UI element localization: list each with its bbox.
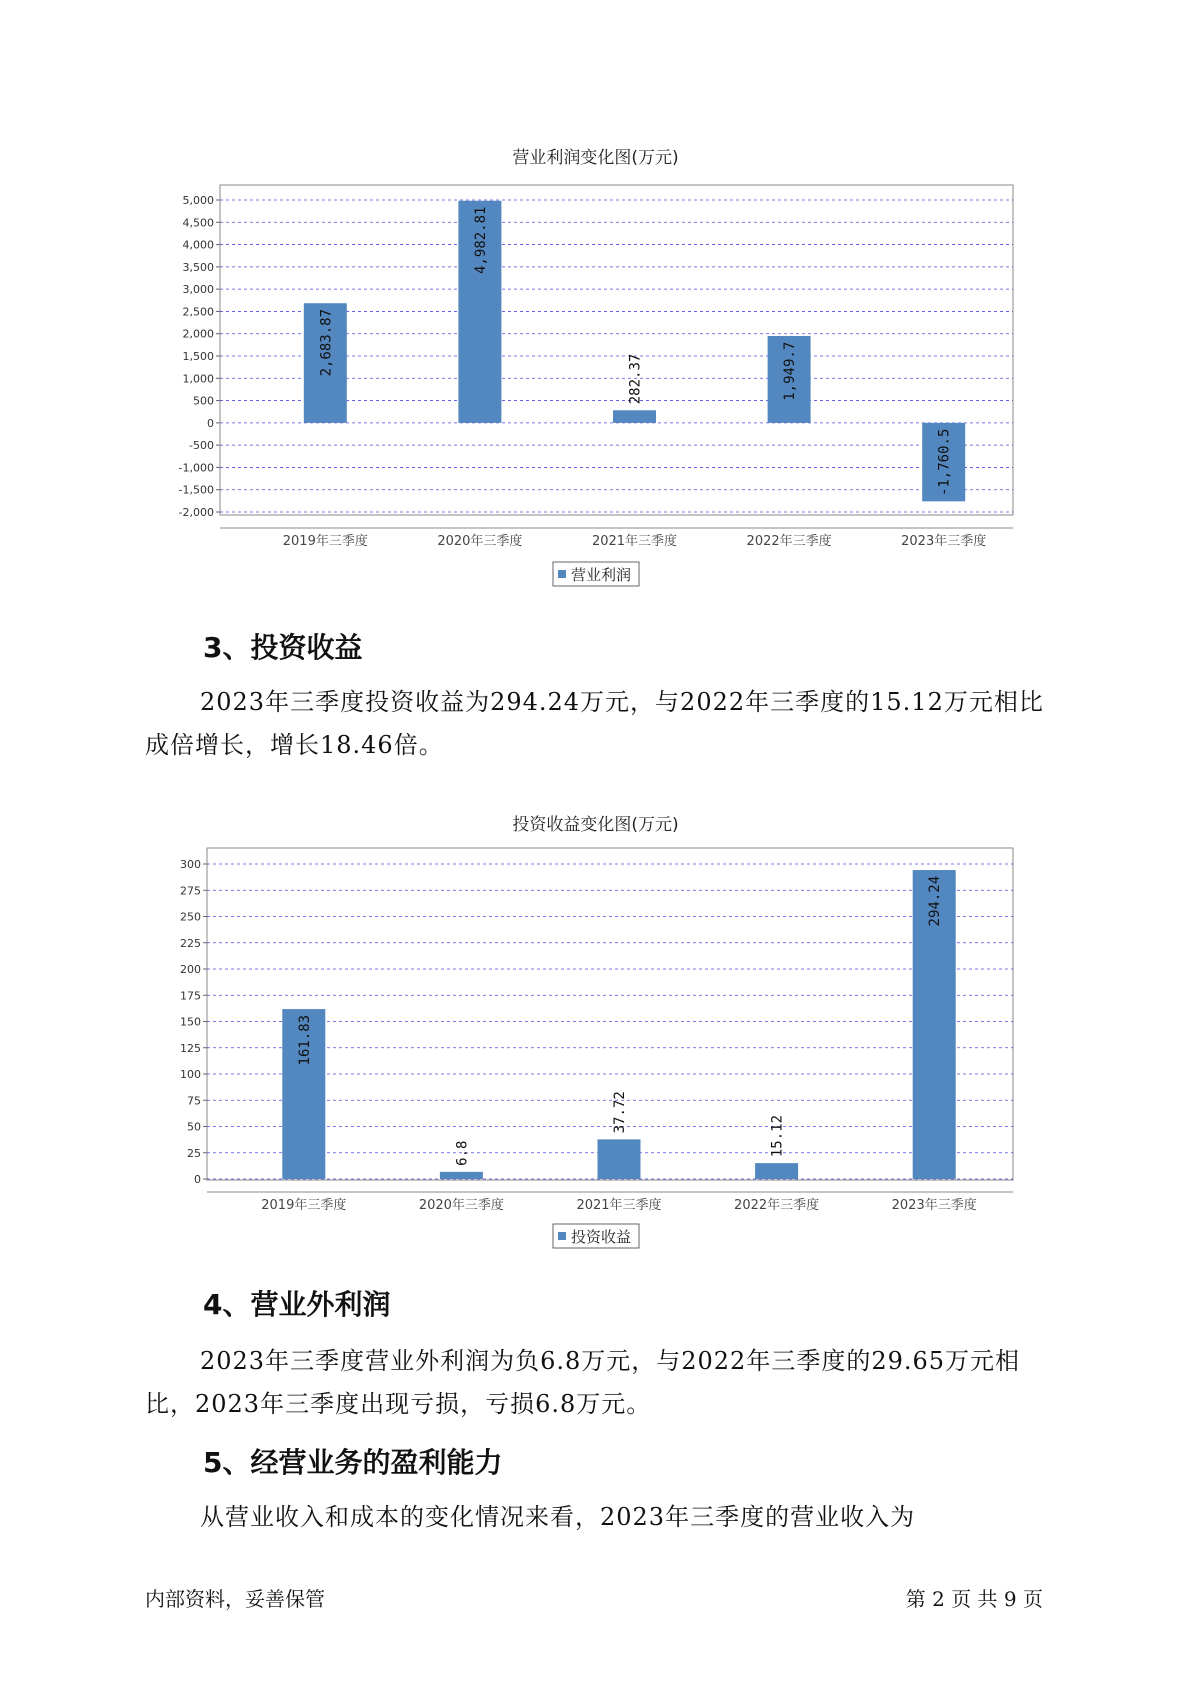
operating-profit-chart xyxy=(0,170,1191,590)
bar xyxy=(440,1172,483,1179)
y-tick-label: -1,500 xyxy=(178,483,214,497)
y-tick-label: 5,000 xyxy=(182,194,214,207)
y-tick-label: 100 xyxy=(180,1068,201,1081)
paragraph-non-operating-profit: 2023年三季度营业外利润为负6.8万元，与2022年三季度的29.65万元相比，2023年三季度出现亏损，亏损6.8万元。 xyxy=(145,1347,1021,1418)
x-category-label: 2021年三季度 xyxy=(576,1198,662,1213)
y-tick-label: 250 xyxy=(180,910,201,924)
y-tick-label: 1,500 xyxy=(182,350,214,363)
y-tick-label: -1,000 xyxy=(178,461,214,475)
bar xyxy=(598,1139,641,1179)
footer-confidential-note: 内部资料，妥善保管 xyxy=(145,1587,325,1611)
y-tick-label: 2,500 xyxy=(182,305,214,319)
bar xyxy=(613,410,656,423)
y-tick-label: 75 xyxy=(187,1094,201,1108)
y-tick-label: 1,000 xyxy=(182,372,214,386)
section-heading-investment-income: 3、投资收益 xyxy=(203,631,363,664)
x-category-label: 2023年三季度 xyxy=(901,534,987,549)
data-label: 282.37 xyxy=(627,353,644,405)
chart-title-investment-income: 投资收益变化图(万元) xyxy=(512,815,679,835)
legend-label: 营业利润 xyxy=(571,566,632,584)
investment-income-chart xyxy=(0,840,1191,1260)
x-category-label: 2019年三季度 xyxy=(261,1198,347,1213)
y-tick-label: 500 xyxy=(193,394,214,408)
y-tick-label: 0 xyxy=(194,1173,201,1186)
y-tick-label: 3,000 xyxy=(182,283,214,297)
x-category-label: 2020年三季度 xyxy=(437,534,523,549)
footer-page-number: 第 2 页 共 9 页 xyxy=(905,1587,1043,1611)
paragraph-investment-income: 2023年三季度投资收益为294.24万元，与2022年三季度的15.12万元相比成倍增长，增长18.46倍。 xyxy=(145,688,1044,759)
chart-title-operating-profit: 营业利润变化图(万元) xyxy=(512,148,679,168)
data-label: 1,949.7 xyxy=(782,341,799,401)
y-tick-label: 125 xyxy=(180,1041,201,1055)
x-category-label: 2020年三季度 xyxy=(418,1198,504,1213)
y-tick-label: 2,000 xyxy=(182,327,214,341)
y-tick-label: 150 xyxy=(180,1015,201,1029)
data-label: 161.83 xyxy=(296,1014,313,1066)
x-category-label: 2019年三季度 xyxy=(282,534,368,549)
y-tick-label: 25 xyxy=(187,1146,201,1160)
y-tick-label: 3,500 xyxy=(182,260,214,274)
y-tick-label: 275 xyxy=(180,884,201,898)
y-tick-label: 175 xyxy=(180,989,201,1003)
x-category-label: 2022年三季度 xyxy=(746,534,832,549)
plot-frame xyxy=(207,848,1013,1180)
y-tick-label: 4,500 xyxy=(182,216,214,230)
y-tick-label: 4,000 xyxy=(182,238,214,252)
data-label: 37.72 xyxy=(612,1091,628,1134)
x-category-label: 2021年三季度 xyxy=(591,534,678,549)
y-tick-label: -2,000 xyxy=(178,506,214,519)
legend-label: 投资收益 xyxy=(571,1228,632,1246)
data-label: 294.24 xyxy=(927,875,944,927)
y-tick-label: 50 xyxy=(187,1120,201,1134)
y-tick-label: -500 xyxy=(189,439,214,453)
y-tick-label: 0 xyxy=(207,416,214,430)
x-category-label: 2023年三季度 xyxy=(891,1198,977,1213)
y-tick-label: 225 xyxy=(180,936,201,950)
data-label: 15.12 xyxy=(769,1114,786,1158)
legend-swatch xyxy=(558,570,566,578)
data-label: -1,760.5 xyxy=(936,428,953,497)
section-heading-profitability: 5、经营业务的盈利能力 xyxy=(203,1446,503,1479)
y-tick-label: 200 xyxy=(180,963,201,976)
paragraph-profitability: 从营业收入和成本的变化情况来看，2023年三季度的营业收入为 xyxy=(200,1503,916,1531)
data-label: 6.8 xyxy=(454,1140,471,1166)
y-tick-label: 300 xyxy=(180,858,201,871)
data-label: 4,982.81 xyxy=(472,206,489,274)
data-label: 2,683.87 xyxy=(318,308,335,377)
section-heading-non-operating-profit: 4、营业外利润 xyxy=(203,1288,391,1321)
legend-swatch xyxy=(558,1232,566,1240)
x-category-label: 2022年三季度 xyxy=(734,1198,820,1213)
bar xyxy=(755,1163,798,1179)
